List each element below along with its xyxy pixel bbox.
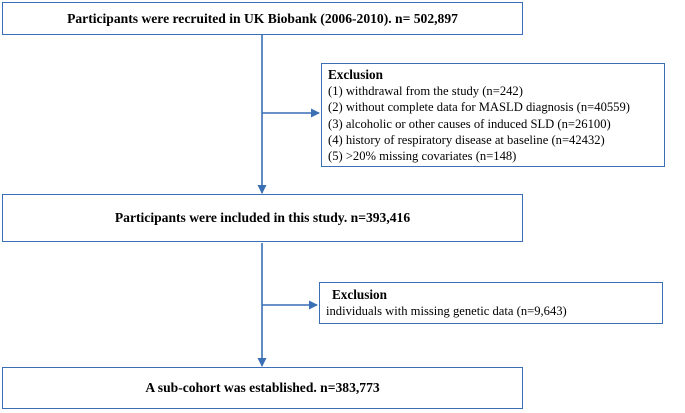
subcohort-box (2, 367, 523, 409)
exclusion-box-1 (321, 63, 665, 167)
exclusion-1-item: (3) alcoholic or other causes of induced SLD (n=26100) (328, 116, 611, 131)
exclusion-1-item: (5) >20% missing covariates (n=148) (328, 149, 517, 164)
exclusion-1-item: (4) history of respiratory disease at baseline (n=42432) (328, 132, 605, 147)
included-text: Participants were included in this study. n=393,416 (114, 210, 411, 225)
exclusion-2-item: individuals with missing genetic data (n=9,643) (326, 304, 567, 319)
exclusion-1-item: (1) withdrawal from the study (n=242) (328, 84, 523, 99)
included-box (2, 194, 523, 242)
exclusion-2-title: Exclusion (332, 287, 387, 302)
recruited-text: Participants were recruited in UK Biobank (2006-2010). n= 502,897 (67, 10, 458, 26)
subcohort-text: A sub-cohort was established. n=383,773 (145, 380, 380, 395)
exclusion-1-item: (2) without complete data for MASLD diagnosis (n=40559) (328, 100, 630, 115)
recruited-box (2, 2, 523, 35)
exclusion-1-title: Exclusion (328, 67, 383, 82)
exclusion-box-2 (319, 282, 663, 324)
